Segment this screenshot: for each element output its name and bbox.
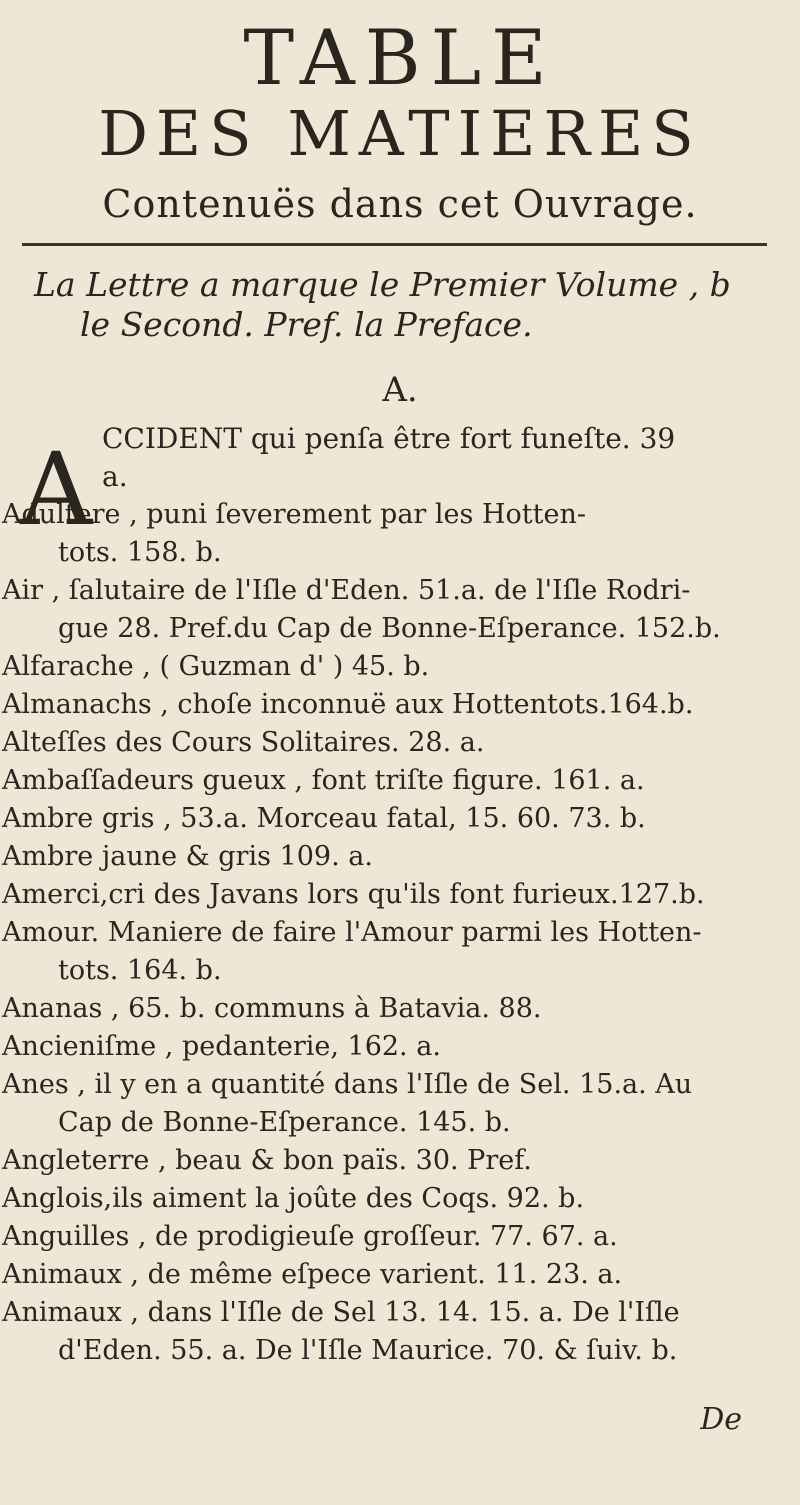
index-entry [0,1066,790,1142]
index-entry [0,420,790,496]
index-entry-line: Angleterre , beau & bon païs. 30. Pref. [2,1145,532,1176]
index-entry-line: Ambre jaune & gris 109. a. [2,841,373,872]
index-entry [0,800,790,838]
entries-list [0,420,790,1370]
entries-container [0,420,790,1370]
index-entry-line: Air , ſalutaire de l'Iſle d'Eden. 51.a. de l'Iſle Rodri- [2,575,691,606]
index-entry [0,686,790,724]
catchword: De [700,1402,742,1437]
index-entry [0,914,790,990]
index-entry [0,572,790,648]
intro-note [32,265,772,344]
intro-line-2: le Second. Pref. la Preface. [80,304,533,344]
index-entry [0,648,790,686]
index-entry-line: Animaux , dans l'Iſle de Sel 13. 14. 15. a. De l'Iſle [2,1297,680,1328]
index-entry-line: Cap de Bonne-Eſperance. 145. b. [58,1107,511,1138]
index-entry [0,1218,790,1256]
page-title: TABLE [243,13,557,102]
index-entry-line: Adultere , puni ſeverement par les Hotten- [2,499,586,530]
index-entry-line: Alfarache , ( Guzman d' ) 45. b. [2,651,430,682]
page-subtitle: DES MATIERES [98,97,702,170]
index-entry-line: Almanachs , choſe inconnuë aux Hottentots.164.b. [2,689,694,720]
index-entry-line: tots. 164. b. [58,955,222,986]
index-entry-line: Amerci,cri des Javans lors qu'ils font furieux.127.b. [2,879,705,910]
index-entry-line: tots. 158. b. [58,537,222,568]
index-entry-line: Ambaſſadeurs gueux , font triſte figure. 161. a. [2,765,645,796]
index-entry [0,838,790,876]
index-entry-line: gue 28. Pref.du Cap de Bonne-Eſperance. 152.b. [58,613,721,644]
index-entry-line: Alteſſes des Cours Solitaires. 28. a. [2,727,485,758]
index-entry [0,1028,790,1066]
index-entry [0,990,790,1028]
index-entry-line: Anguilles , de prodigieuſe groſſeur. 77. 67. a. [2,1221,618,1252]
index-entry [0,1256,790,1294]
index-entry [0,876,790,914]
index-entry-line: Ananas , 65. b. communs à Batavia. 88. [2,993,542,1024]
index-entry-line: CCIDENT qui penſa être fort funeſte. 39 [102,422,676,455]
index-entry-line: a. [102,460,128,493]
index-entry [0,1294,790,1370]
drop-cap: A [20,431,93,548]
intro-line-1: La Lettre a marque le Premier Volume , b [34,265,731,304]
ornamental-rule [22,243,767,246]
section-letter: A. [382,370,418,410]
index-entry [0,762,790,800]
index-entry-line: Ambre gris , 53.a. Morceau fatal, 15. 60. 73. b. [2,803,646,834]
index-entry-line: d'Eden. 55. a. De l'Iſle Maurice. 70. & ſuiv. b. [58,1335,678,1366]
index-entry-line: Ancieniſme , pedanterie, 162. a. [2,1031,441,1062]
index-entry [0,724,790,762]
index-entry [0,1180,790,1218]
index-entry [0,1142,790,1180]
index-entry-line: Anglois,ils aiment la joûte des Coqs. 92. b. [2,1183,585,1214]
index-entry [0,496,790,572]
index-entry-line: Animaux , de même eſpece varient. 11. 23. a. [2,1259,623,1290]
subtitle: Contenuës dans cet Ouvrage. [102,182,698,226]
index-entry-line: Amour. Maniere de faire l'Amour parmi les Hotten- [2,917,702,948]
index-entry-line: Anes , il y en a quantité dans l'Iſle de Sel. 15.a. Au [2,1069,693,1100]
